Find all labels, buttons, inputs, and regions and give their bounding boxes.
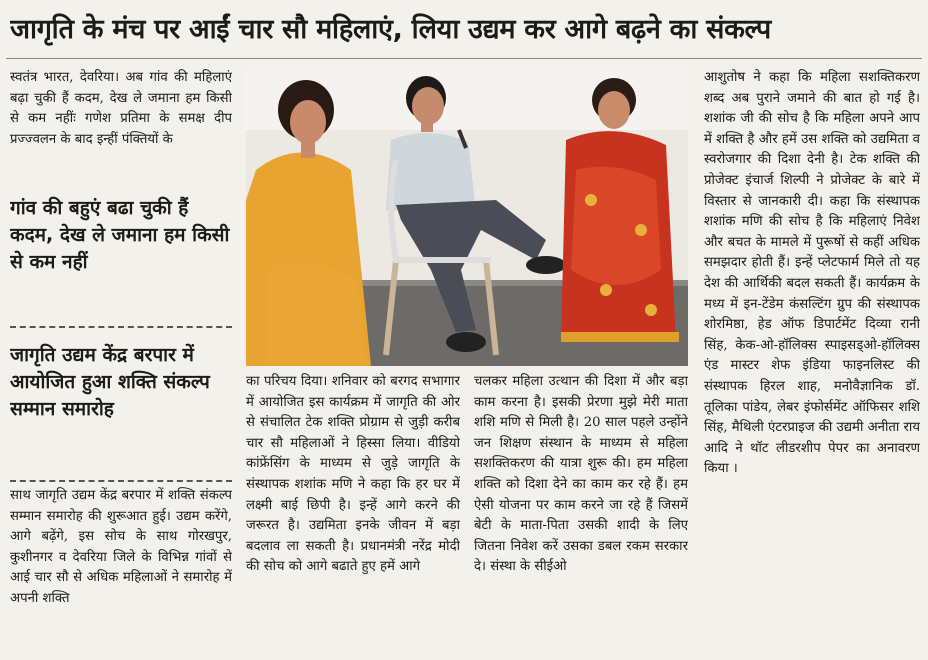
intro-paragraph: स्वतंत्र भारत, देवरिया। अब गांव की महिलाएं बढ़ा चुकी हैं कदम, देख ले जमाना हम किसी से कम नहींः गणेश प्रतिमा के समक्ष दीप प्रज्ज्वलन के बाद इन्हीं पंक्तियों के <box>10 70 232 147</box>
dashed-divider <box>10 480 232 482</box>
column-3: चलकर महिला उत्थान की दिशा में और बड़ा काम करना है। इसकी प्रेरणा मुझे मेरी माता शशि मणि से मिली है। 20 साल पहले उन्होंने जन शिक्षण संस्थान के माध्यम से महिला सशक्तिकरण की यात्रा शुरू की। हम महिला शक्ति को दिशा देने का काम कर रहे हैं। हम ऐसी योजना पर काम करने जा रहे हैं जिसमें बेटी के माता-पिता उसकी शादी के लिए जितना निवेश करें उसका डबल रकम सरकार दे। संस्था के सीईओ <box>474 374 688 575</box>
subheading-1: गांव की बहुएं बढा चुकी हैं कदम, देख ले जमाना हम किसी से कम नहीं <box>10 197 230 273</box>
column-2: का परिचय दिया। शनिवार को बरगद सभागार में आयोजित इस कार्यक्रम में जागृति की ओर से संचालित टेक शक्ति प्रोग्राम से जुड़ी करीब चार सौ महिलाओं ने हिस्सा लिया। वीडियो कांफ्रेंसिंग के माध्यम से जुड़े जागृति के संस्थापक शशांक मणि ने कहा कि हर घर में लक्ष्मी बाई छिपी है। इन्हें आगे करने की जरूरत है। उद्यमिता इनके जीवन में बड़ा बदलाव ला सकती है। प्रधानमंत्री नरेंद्र मोदी की सोच को आगे बढाते हुए हमें आगे <box>246 374 460 575</box>
dashed-divider <box>10 326 232 328</box>
event-photo-illustration <box>246 70 688 366</box>
column-1-body: साथ जागृति उद्यम केंद्र बरपार में शक्ति संकल्प सम्मान समारोह की शुरूआत हुई। उद्यम करेंगे, आगे बढ़ेंगे, इस सोच के साथ गोरखपुर, कुशीनगर व देवरिया जिले के विभिन्न गांवों से आई चार सौ से अधिक महिलाओं ने समारोह में अपनी शक्ति <box>10 488 232 606</box>
headline: जागृति के मंच पर आईं चार सौ महिलाएं, लिया उद्यम कर आगे बढ़ने का संकल्प <box>10 14 771 45</box>
subheading-2: जागृति उद्यम केंद्र बरपार में आयोजित हुआ शक्ति संकल्प सम्मान समारोह <box>10 344 210 420</box>
headline-rule <box>6 58 922 59</box>
event-photo <box>246 70 688 366</box>
column-4: आशुतोष ने कहा कि महिला सशक्तिकरण शब्द अब पुराने जमाने की बात हो गई है। शशांक जी की सोच है कि महिला अपने आप में शक्ति है और हमें उस शक्ति को उद्यमिता व स्वरोजगार की दिशा देनी है। टेक शक्ति की प्रोजेक्ट इंचार्ज शिल्पी ने प्रोजेक्ट के बारे में विस्तार से जानकारी दी। कहा कि संस्थापक शशांक मणि की सोच है कि महिलाएं निवेश और बचत के मामले में पुरूषों से कहीं अधिक समझदार होती हैं। इन्हें प्लेटफार्म मिले तो यह देश की आर्थिकी बदल सकती हैं। कार्यक्रम के मध्य में इन-टेंडेम कंसल्टिंग ग्रुप की संस्थापक शोरमिष्ठा, हेड ऑफ डिपार्टमेंट दिव्या रानी सिंह, केक-ओ-हॉलिक्स स्पाइसड्ओ-हॉलिक्स एंड मास्टर शेफ इंडिया फाइनलिस्ट की संस्थापक हिरल शाह, मनोवैज्ञानिक डॉ. तूलिका पांडेय, लेबर इंफोर्समेंट ऑफिसर शशि सिंह, मैथिली एंटरप्राइज की उद्यमी अनीता राय आदि ने थॉट लीडरशीप पेपर का अनावरण किया । <box>704 70 920 477</box>
